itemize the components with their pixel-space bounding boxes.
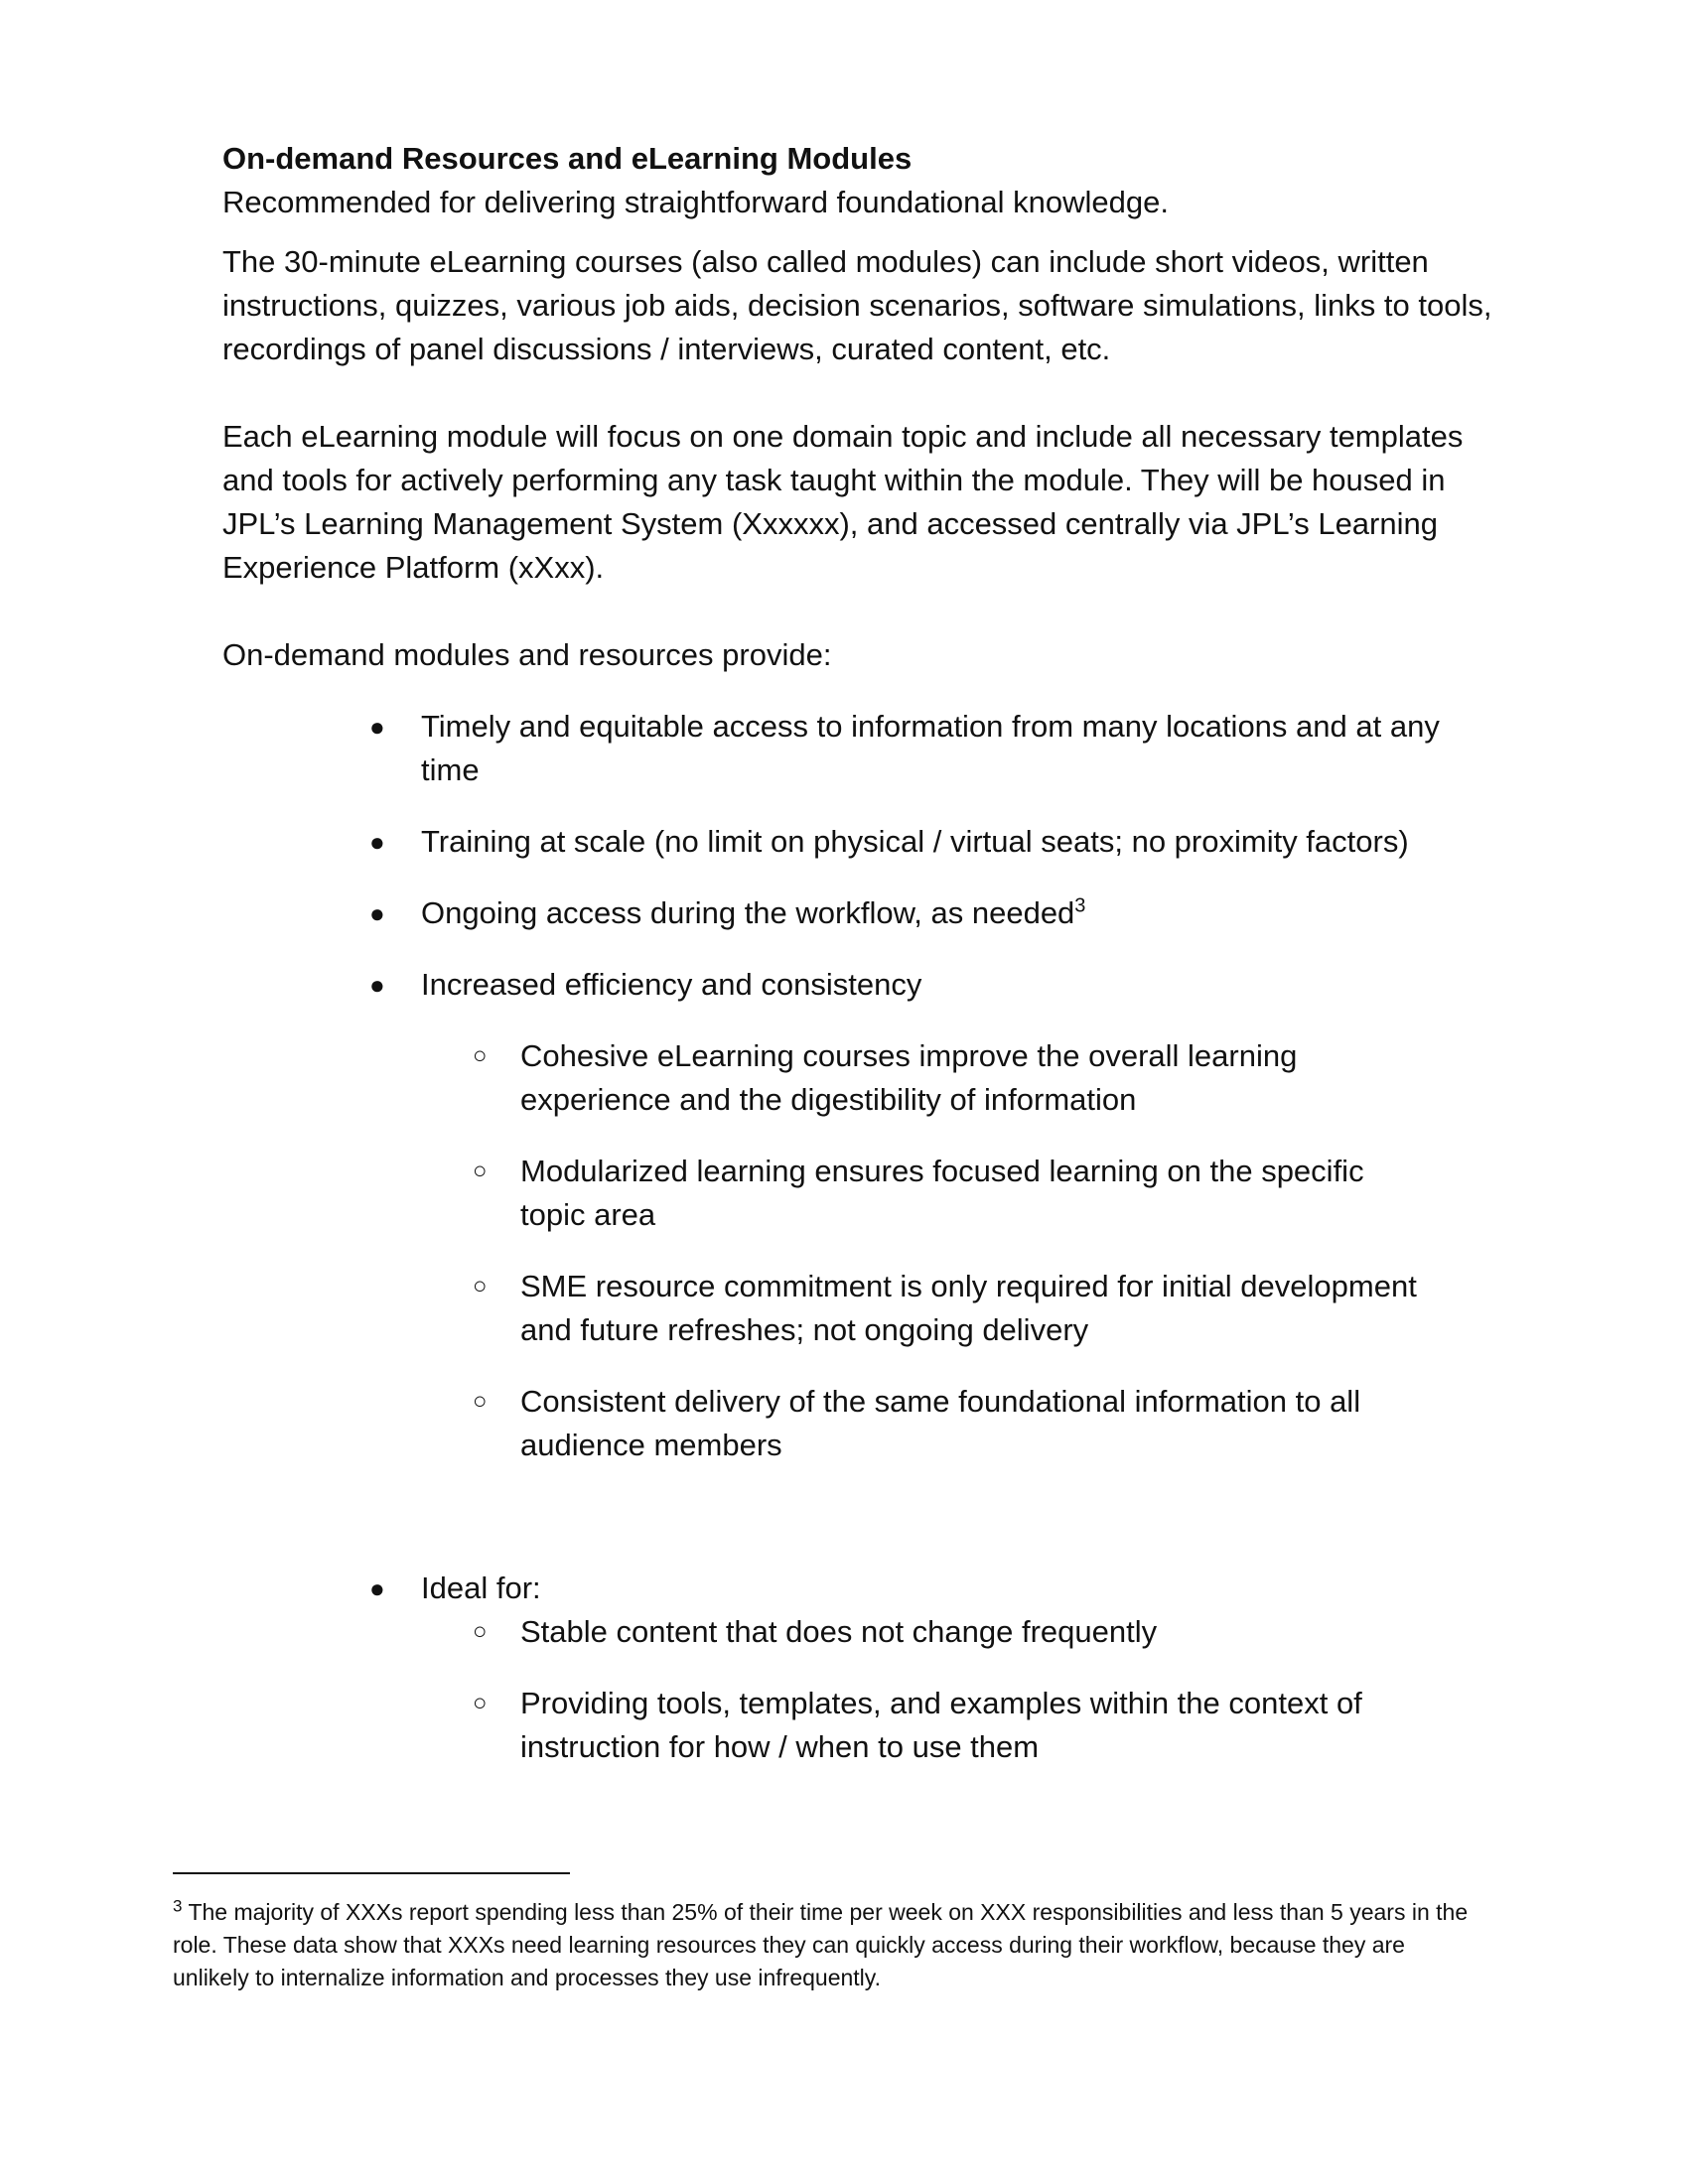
list-item (369, 705, 1493, 792)
footnote-divider (173, 1872, 570, 1874)
section-heading: On-demand Resources and eLearning Modules (222, 141, 913, 176)
efficiency-sub-list (421, 1034, 1493, 1467)
footnote-number: 3 (173, 1896, 183, 1916)
sub-list-item (473, 1150, 1434, 1237)
sub-list-item (473, 1682, 1434, 1769)
bullet-icon: ● (369, 712, 385, 742)
list-item (369, 963, 1493, 1467)
hollow-bullet-icon: ○ (473, 1388, 488, 1415)
benefits-list (222, 705, 1513, 1769)
footnote-reference: 3 (1074, 894, 1086, 917)
hollow-bullet-icon: ○ (473, 1690, 488, 1716)
hollow-bullet-icon: ○ (473, 1618, 488, 1645)
bullet-icon: ● (369, 827, 385, 857)
list-item-text: Increased efficiency and consistency (421, 967, 922, 1002)
paragraph-provide-intro: On-demand modules and resources provide: (222, 637, 832, 672)
sub-list-item-text: Providing tools, templates, and examples within the context of instruction for how / when to use them (520, 1686, 1362, 1764)
sub-list-item (473, 1034, 1434, 1122)
sub-list-item (473, 1265, 1434, 1352)
bullet-icon: ● (369, 898, 385, 928)
hollow-bullet-icon: ○ (473, 1273, 488, 1299)
sub-list-item-text: Consistent delivery of the same foundational information to all audience members (520, 1384, 1361, 1462)
list-item (369, 820, 1493, 864)
sub-list-item-text: Stable content that does not change frequently (520, 1614, 1158, 1649)
list-item (369, 1567, 1493, 1769)
list-item-text: Timely and equitable access to information from many locations and at any time (421, 709, 1440, 787)
document-body (222, 137, 1513, 1797)
paragraph-elearning-courses: The 30-minute eLearning courses (also called modules) can include short videos, written instructions, quizzes, various job aids, decision scenarios, software simulations, links to tools, recordings of panel discussions / interviews, curated content, etc. (222, 244, 1492, 366)
hollow-bullet-icon: ○ (473, 1042, 488, 1069)
footnote (173, 1896, 1483, 1994)
paragraph-elearning-modules: Each eLearning module will focus on one domain topic and include all necessary templates and tools for actively performing any task taught within the module. They will be housed in JPL’s Learning Management System (Xxxxxx), and accessed centrally via JPL’s Learning Experience Platform (xXxx). (222, 419, 1464, 585)
list-item-text: Training at scale (no limit on physical / virtual seats; no proximity factors) (421, 824, 1409, 859)
sub-list-item (473, 1380, 1434, 1467)
sub-list-item-text: Modularized learning ensures focused learning on the specific topic area (520, 1154, 1364, 1232)
ideal-for-sub-list (421, 1610, 1493, 1769)
sub-list-item-text: SME resource commitment is only required for initial development and future refreshes; not ongoing delivery (520, 1269, 1417, 1347)
sub-list-item (473, 1610, 1434, 1654)
section-subheading: Recommended for delivering straightforward foundational knowledge. (222, 185, 1169, 219)
bullet-icon: ● (369, 970, 385, 1000)
list-item (369, 891, 1493, 935)
bullet-icon: ● (369, 1573, 385, 1603)
sub-list-item-text: Cohesive eLearning courses improve the overall learning experience and the digestibility of information (520, 1038, 1298, 1117)
list-item-text: Ongoing access during the workflow, as needed (421, 895, 1075, 930)
hollow-bullet-icon: ○ (473, 1158, 488, 1184)
footnote-text: The majority of XXXs report spending less than 25% of their time per week on XXX responsibilities and less than 5 years in the role. These data show that XXXs need learning resources they can quickly access during their workflow, because they are unlikely to internalize information and processes they use infrequently. (173, 1899, 1469, 1990)
list-item-text: Ideal for: (421, 1570, 541, 1605)
